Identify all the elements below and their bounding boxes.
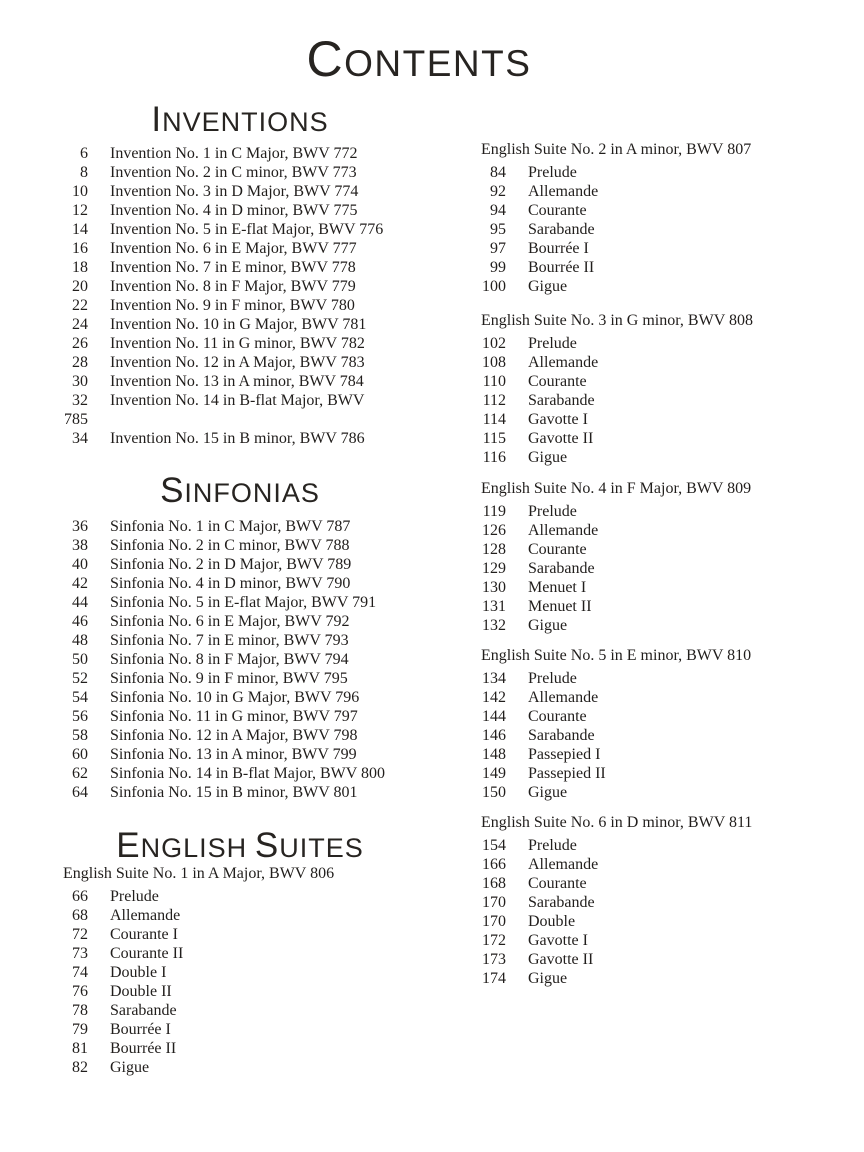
- toc-entry: [40, 555, 440, 574]
- toc-entry-page: 142: [482, 689, 506, 706]
- toc-entry-page: 12: [72, 202, 88, 219]
- english-suite-6-group: [458, 813, 858, 988]
- toc-entry-title: Allemande: [528, 183, 599, 200]
- toc-entry-title: Allemande: [110, 907, 181, 924]
- toc-entry: [40, 182, 440, 201]
- toc-entry: [40, 906, 440, 925]
- toc-entry-page: 154: [482, 837, 506, 854]
- toc-entry: [40, 1058, 440, 1077]
- toc-entry: [458, 893, 858, 912]
- toc-entry-page: 97: [490, 240, 506, 257]
- toc-entry-page: 110: [482, 373, 506, 390]
- toc-entry: [40, 220, 440, 239]
- toc-entry-title: Prelude: [110, 888, 159, 905]
- toc-entry: [40, 982, 440, 1001]
- toc-entry: [40, 650, 440, 669]
- toc-entry-title: Allemande: [528, 522, 599, 539]
- toc-entry-page: 82: [72, 1059, 88, 1076]
- toc-entry-page: 73: [72, 945, 88, 962]
- toc-entry: [40, 391, 440, 410]
- toc-entry-page: 32: [72, 392, 88, 409]
- suite-header: English Suite No. 1 in A Major, BWV 806: [63, 865, 335, 882]
- toc-entry-page: 68: [72, 907, 88, 924]
- toc-entry-title: Prelude: [528, 335, 577, 352]
- toc-entry-page: 128: [482, 541, 506, 558]
- toc-entry-page: 132: [482, 617, 506, 634]
- toc-entry-title: Allemande: [528, 856, 599, 873]
- heading-rest: NGLISH: [140, 833, 248, 863]
- toc-entry-title: Courante II: [110, 945, 184, 962]
- toc-entry: [458, 578, 858, 597]
- toc-entry: [40, 1039, 440, 1058]
- toc-entry: [458, 950, 858, 969]
- toc-entry-page: 84: [490, 164, 506, 181]
- toc-entry: [458, 597, 858, 616]
- toc-entry-page: 126: [482, 522, 506, 539]
- toc-entry-title: Invention No. 1 in C Major, BWV 772: [110, 145, 358, 162]
- toc-entry-title: Courante: [528, 541, 587, 558]
- toc-entry: [458, 277, 858, 296]
- english-suite-1-group: [40, 864, 440, 1077]
- toc-entry: [458, 502, 858, 521]
- toc-entry-page: 102: [482, 335, 506, 352]
- toc-entry-page: 119: [482, 503, 506, 520]
- toc-entry: [40, 574, 440, 593]
- toc-entry-page: 116: [482, 449, 506, 466]
- toc-entry-title: Invention No. 8 in F Major, BWV 779: [110, 278, 356, 295]
- toc-entry: [458, 745, 858, 764]
- toc-entry: [458, 559, 858, 578]
- toc-entry-title: Sarabande: [528, 392, 595, 409]
- toc-entry-page: 10: [72, 183, 88, 200]
- inventions-list: [40, 144, 440, 448]
- toc-entry-page: 64: [72, 784, 88, 801]
- toc-entry-page: 72: [72, 926, 88, 943]
- toc-entry: [40, 277, 440, 296]
- toc-entry: [40, 410, 440, 429]
- toc-entry-page: 36: [72, 518, 88, 535]
- toc-entry-page: 16: [72, 240, 88, 257]
- toc-entry-title: Gigue: [528, 617, 568, 634]
- toc-entry: [458, 688, 858, 707]
- toc-entry-title: Prelude: [528, 164, 577, 181]
- toc-entry-title: Menuet I: [528, 579, 587, 596]
- toc-entry-title: Invention No. 4 in D minor, BWV 775: [110, 202, 358, 219]
- toc-entry-page: 54: [72, 689, 88, 706]
- toc-entry: [458, 182, 858, 201]
- toc-entry: [458, 258, 858, 277]
- toc-entry: [458, 334, 858, 353]
- toc-entry-title: Sinfonia No. 2 in C minor, BWV 788: [110, 537, 350, 554]
- heading-rest: NVENTIONS: [162, 107, 329, 137]
- toc-entry-title: Sinfonia No. 4 in D minor, BWV 790: [110, 575, 351, 592]
- toc-entry: [40, 783, 440, 802]
- toc-entry-title: Prelude: [528, 670, 577, 687]
- toc-entry-page: 52: [72, 670, 88, 687]
- toc-entry: [40, 631, 440, 650]
- toc-entry: [40, 536, 440, 555]
- toc-entry: [458, 855, 858, 874]
- sinfonias-list: [40, 517, 440, 802]
- toc-entry-page: 78: [72, 1002, 88, 1019]
- toc-entry: [458, 931, 858, 950]
- toc-entry-page: 130: [482, 579, 506, 596]
- toc-entry-page: 168: [482, 875, 506, 892]
- toc-entry-page: 44: [72, 594, 88, 611]
- toc-entry-page: 144: [482, 708, 506, 725]
- toc-entry-page: 92: [490, 183, 506, 200]
- toc-entry-title: Invention No. 9 in F minor, BWV 780: [110, 297, 355, 314]
- toc-entry: [40, 315, 440, 334]
- toc-entry-page: 38: [72, 537, 88, 554]
- toc-entry-title: Sinfonia No. 1 in C Major, BWV 787: [110, 518, 351, 535]
- toc-entry-title: Invention No. 7 in E minor, BWV 778: [110, 259, 356, 276]
- toc-entry-page: 79: [72, 1021, 88, 1038]
- toc-entry: [458, 429, 858, 448]
- toc-entry: [40, 296, 440, 315]
- toc-entry-page: 94: [490, 202, 506, 219]
- toc-entry-title: Gavotte I: [528, 932, 588, 949]
- heading-initial: S: [254, 826, 280, 865]
- toc-entry-page: 58: [72, 727, 88, 744]
- section-heading-english-suites: [40, 828, 440, 863]
- toc-entry-title: Courante: [528, 373, 587, 390]
- toc-entry: [40, 669, 440, 688]
- toc-entry-page: 131: [482, 598, 506, 615]
- toc-entry: [458, 163, 858, 182]
- toc-entry: [458, 391, 858, 410]
- toc-entry-page: 42: [72, 575, 88, 592]
- toc-entry: [458, 616, 858, 635]
- toc-entry-page: 149: [482, 765, 506, 782]
- suite-header: English Suite No. 4 in F Major, BWV 809: [481, 480, 752, 497]
- toc-entry-page: 95: [490, 221, 506, 238]
- heading-rest: ONTENTS: [344, 43, 532, 84]
- toc-entry: [458, 669, 858, 688]
- toc-entry: [40, 372, 440, 391]
- toc-entry-title: Sinfonia No. 11 in G minor, BWV 797: [110, 708, 358, 725]
- toc-entry-page: 170: [482, 894, 506, 911]
- toc-entry-title: Courante: [528, 708, 587, 725]
- toc-entry-page: 134: [482, 670, 506, 687]
- heading-initial: E: [116, 826, 141, 865]
- toc-entry-page: 18: [72, 259, 88, 276]
- toc-entry: [40, 201, 440, 220]
- toc-entry-title: Sinfonia No. 9 in F minor, BWV 795: [110, 670, 348, 687]
- suite-header: English Suite No. 5 in E minor, BWV 810: [481, 647, 752, 664]
- toc-entry-page: 46: [72, 613, 88, 630]
- toc-entry-title: Sarabande: [528, 894, 595, 911]
- toc-entry-title: Invention No. 6 in E Major, BWV 777: [110, 240, 357, 257]
- toc-entry: [458, 353, 858, 372]
- toc-entry-page: 24: [72, 316, 88, 333]
- toc-entry-page: 108: [482, 354, 506, 371]
- toc-entry-page: 56: [72, 708, 88, 725]
- toc-entry-title: Double I: [110, 964, 167, 981]
- toc-entry-page: 150: [482, 784, 506, 801]
- toc-entry: [40, 144, 440, 163]
- toc-entry-title: Invention No. 15 in B minor, BWV 786: [110, 430, 365, 447]
- toc-entry-title: Prelude: [528, 837, 577, 854]
- toc-entry-page: 166: [482, 856, 506, 873]
- english-suite-3-group: [458, 311, 858, 467]
- toc-entry-title: Bourrée II: [528, 259, 595, 276]
- toc-entry-title: Invention No. 11 in G minor, BWV 782: [110, 335, 365, 352]
- toc-entry-title: Double: [528, 913, 576, 930]
- toc-entry-title: Invention No. 2 in C minor, BWV 773: [110, 164, 357, 181]
- heading-initial: S: [160, 471, 185, 510]
- toc-entry: [40, 1001, 440, 1020]
- toc-entry-title: Courante: [528, 875, 587, 892]
- toc-entry-title: Menuet II: [528, 598, 592, 615]
- toc-entry-page: 50: [72, 651, 88, 668]
- section-heading-sinfonias: [40, 473, 440, 508]
- toc-entry: [40, 1020, 440, 1039]
- toc-entry-page: 785: [64, 411, 88, 428]
- toc-entry-page: 62: [72, 765, 88, 782]
- toc-entry-page: 100: [482, 278, 506, 295]
- toc-entry: [458, 726, 858, 745]
- toc-entry: [458, 540, 858, 559]
- heading-initial: C: [306, 31, 345, 87]
- toc-entry-title: Invention No. 5 in E-flat Major, BWV 776: [110, 221, 384, 238]
- toc-entry-title: Sinfonia No. 13 in A minor, BWV 799: [110, 746, 357, 763]
- toc-entry-title: Sinfonia No. 14 in B-flat Major, BWV 800: [110, 765, 386, 782]
- toc-entry-title: Allemande: [528, 689, 599, 706]
- toc-entry-title: Bourrée I: [528, 240, 589, 257]
- toc-entry: [40, 353, 440, 372]
- toc-entry-title: Sarabande: [528, 727, 595, 744]
- toc-entry-title: Passepied II: [528, 765, 606, 782]
- toc-entry-page: 173: [482, 951, 506, 968]
- toc-entry-title: Invention No. 13 in A minor, BWV 784: [110, 373, 364, 390]
- toc-entry-page: 22: [72, 297, 88, 314]
- toc-entry-title: Sinfonia No. 15 in B minor, BWV 801: [110, 784, 358, 801]
- toc-entry: [40, 517, 440, 536]
- toc-entry-title: Gavotte II: [528, 951, 594, 968]
- toc-entry: [40, 163, 440, 182]
- toc-entry: [458, 372, 858, 391]
- toc-entry-page: 26: [72, 335, 88, 352]
- toc-entry: [458, 239, 858, 258]
- toc-entry-title: Invention No. 12 in A Major, BWV 783: [110, 354, 365, 371]
- toc-entry: [40, 258, 440, 277]
- toc-entry-title: Gigue: [528, 970, 568, 987]
- toc-entry: [458, 969, 858, 988]
- toc-entry: [40, 334, 440, 353]
- toc-entry: [40, 925, 440, 944]
- english-suite-5-group: [458, 646, 858, 802]
- toc-entry-title: Sinfonia No. 8 in F Major, BWV 794: [110, 651, 349, 668]
- heading-rest: UITES: [279, 833, 364, 863]
- toc-entry: [40, 612, 440, 631]
- suite-header: English Suite No. 6 in D minor, BWV 811: [481, 814, 753, 831]
- toc-entry-page: 115: [482, 430, 506, 447]
- toc-entry-title: Passepied I: [528, 746, 601, 763]
- toc-entry-page: 60: [72, 746, 88, 763]
- toc-entry-page: 6: [80, 145, 88, 162]
- toc-entry-page: 76: [72, 983, 88, 1000]
- toc-entry-title: Sinfonia No. 5 in E-flat Major, BWV 791: [110, 594, 377, 611]
- toc-entry: [40, 887, 440, 906]
- toc-entry-page: 99: [490, 259, 506, 276]
- toc-entry-page: 34: [72, 430, 88, 447]
- toc-entry: [458, 783, 858, 802]
- toc-entry-page: 40: [72, 556, 88, 573]
- toc-entry-page: 129: [482, 560, 506, 577]
- heading-rest: INFONIAS: [184, 478, 320, 508]
- toc-entry-page: 8: [80, 164, 88, 181]
- toc-entry: [458, 912, 858, 931]
- toc-entry-title: Invention No. 3 in D Major, BWV 774: [110, 183, 359, 200]
- toc-entry-title: Gigue: [110, 1059, 150, 1076]
- toc-entry-title: Sinfonia No. 2 in D Major, BWV 789: [110, 556, 352, 573]
- toc-entry-title: Invention No. 10 in G Major, BWV 781: [110, 316, 367, 333]
- toc-entry-title: Sinfonia No. 7 in E minor, BWV 793: [110, 632, 349, 649]
- heading-initial: I: [151, 100, 163, 139]
- right-column: [458, 0, 858, 1152]
- toc-entry: [458, 836, 858, 855]
- toc-entry: [458, 874, 858, 893]
- toc-entry-title: Invention No. 14 in B-flat Major, BWV: [110, 392, 365, 409]
- toc-entry-title: Sarabande: [110, 1002, 177, 1019]
- toc-entry: [458, 521, 858, 540]
- toc-entry-page: 28: [72, 354, 88, 371]
- toc-entry-page: 81: [72, 1040, 88, 1057]
- toc-entry-title: Gavotte I: [528, 411, 588, 428]
- toc-entry-page: 74: [72, 964, 88, 981]
- toc-entry: [40, 429, 440, 448]
- toc-entry-title: Double II: [110, 983, 172, 1000]
- suite-header: English Suite No. 3 in G minor, BWV 808: [481, 312, 753, 329]
- toc-entry-title: Gigue: [528, 449, 568, 466]
- toc-entry-page: 30: [72, 373, 88, 390]
- section-heading-inventions: [40, 102, 440, 137]
- english-suite-4-group: [458, 479, 858, 635]
- toc-entry-title: Courante: [528, 202, 587, 219]
- toc-entry: [458, 448, 858, 467]
- toc-entry-title: Sinfonia No. 12 in A Major, BWV 798: [110, 727, 358, 744]
- toc-entry-page: 170: [482, 913, 506, 930]
- toc-entry: [458, 410, 858, 429]
- toc-entry: [40, 963, 440, 982]
- toc-entry: [40, 593, 440, 612]
- toc-entry-title: Sarabande: [528, 560, 595, 577]
- toc-entry-page: 112: [482, 392, 506, 409]
- toc-entry: [458, 201, 858, 220]
- toc-entry: [40, 707, 440, 726]
- toc-entry-page: 148: [482, 746, 506, 763]
- toc-entry: [40, 726, 440, 745]
- toc-entry-page: 174: [482, 970, 506, 987]
- toc-entry-title: Sinfonia No. 10 in G Major, BWV 796: [110, 689, 360, 706]
- left-column: [40, 0, 440, 1152]
- toc-entry-page: 114: [482, 411, 506, 428]
- toc-entry-page: 146: [482, 727, 506, 744]
- toc-entry-title: Courante I: [110, 926, 178, 943]
- toc-entry-title: Gavotte II: [528, 430, 594, 447]
- toc-entry-title: Allemande: [528, 354, 599, 371]
- toc-entry-page: 14: [72, 221, 88, 238]
- english-suite-2-group: [458, 140, 858, 296]
- toc-entry-title: Gigue: [528, 278, 568, 295]
- toc-entry-title: Sarabande: [528, 221, 595, 238]
- suite-header: English Suite No. 2 in A minor, BWV 807: [481, 141, 752, 158]
- toc-entry: [40, 944, 440, 963]
- toc-entry-page: 48: [72, 632, 88, 649]
- toc-entry: [458, 764, 858, 783]
- toc-entry-title: Bourrée II: [110, 1040, 177, 1057]
- toc-entry-title: Prelude: [528, 503, 577, 520]
- toc-entry: [40, 764, 440, 783]
- toc-entry: [40, 239, 440, 258]
- toc-entry-title: Bourrée I: [110, 1021, 171, 1038]
- toc-entry: [40, 688, 440, 707]
- toc-entry-page: 20: [72, 278, 88, 295]
- toc-entry-page: 172: [482, 932, 506, 949]
- toc-entry: [458, 220, 858, 239]
- toc-entry-title: Gigue: [528, 784, 568, 801]
- toc-entry: [40, 745, 440, 764]
- toc-entry-title: Sinfonia No. 6 in E Major, BWV 792: [110, 613, 350, 630]
- toc-entry: [458, 707, 858, 726]
- toc-entry-page: 66: [72, 888, 88, 905]
